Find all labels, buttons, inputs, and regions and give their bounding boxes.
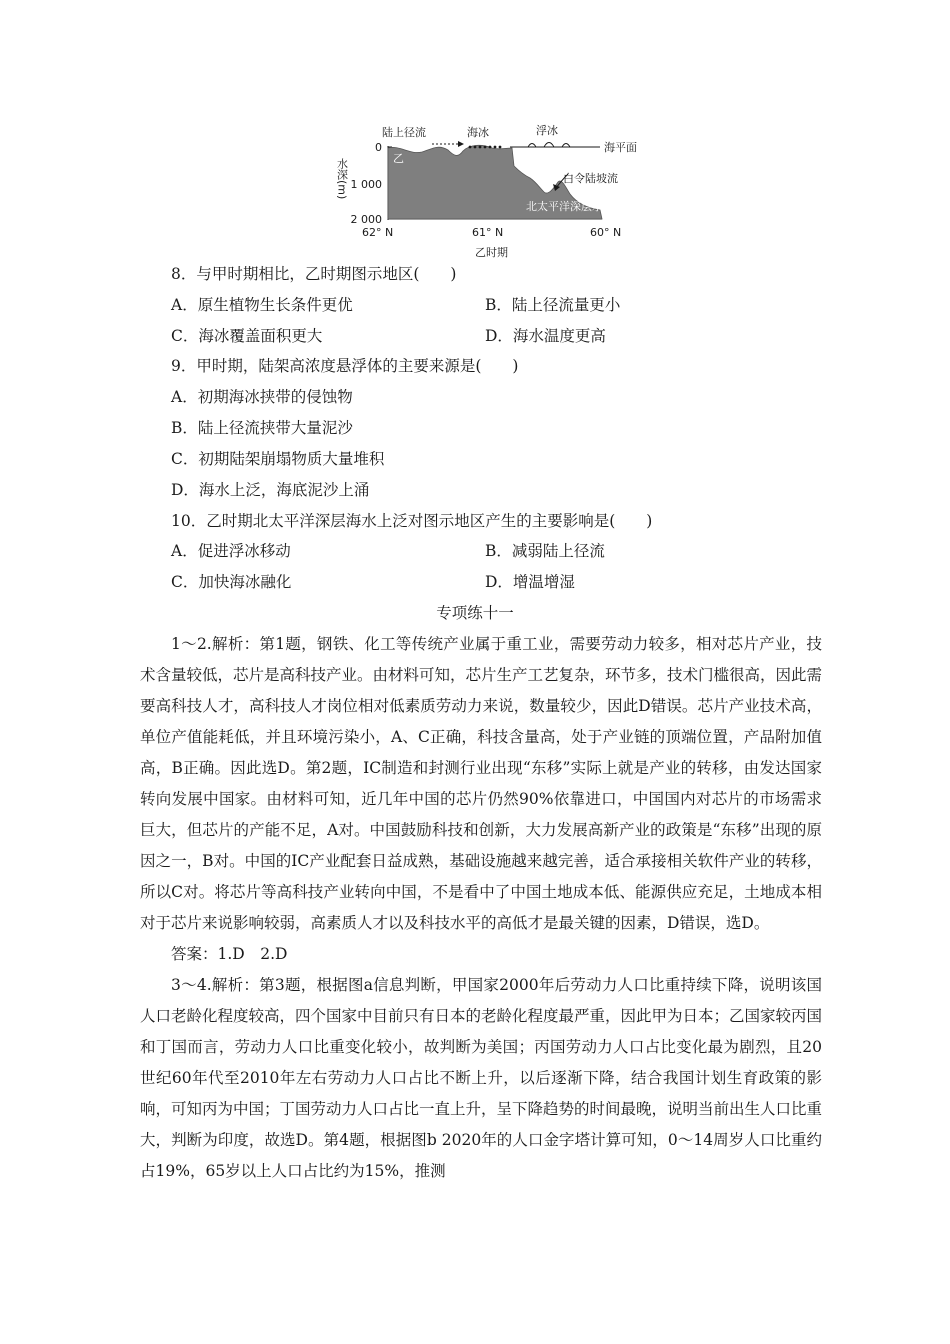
- question-9-option-c: C．初期陆架崩塌物质大量堆积: [171, 450, 385, 468]
- label-slope-current: 白令陆坡流: [563, 172, 618, 185]
- label-sea-level: 海平面: [604, 141, 637, 154]
- question-8-stem: 8．与甲时期相比，乙时期图示地区( ): [171, 265, 457, 283]
- analysis-3-4: 3～4.解析：第3题，根据图a信息判断，甲国家2000年后劳动力人口比重持续下降，说明该国人口老龄化程度较高，四个国家中目前只有日本的老龄化程度最严重，因此甲为日本；乙国家较丙国和丁国而言，劳动力人口比重变化较小，故判断为美国；丙国劳动力人口占比变化最为剧烈，且20世纪60年代至2010年左右劳动力人口占比不断上升，以后逐渐下降，结合我国计划生育政策的影响，可知丙为中国；丁国劳动力人口占比一直上升，呈下降趋势的时间最晚，说明当前出生人口比重大，判断为印度，故选D。第4题，根据图b 2020年的人口金字塔计算可知，0～14周岁人口比重约占19%，65岁以上人口占比约为15%，推测: [140, 976, 823, 1180]
- question-9-stem: 9．甲时期，陆架高浓度悬浮体的主要来源是( ): [171, 357, 519, 375]
- question-10-option-a: A．促进浮冰移动: [171, 542, 291, 560]
- question-8-option-d: D．海水温度更高: [485, 327, 606, 345]
- analysis-1-2: 1～2.解析：第1题，钢铁、化工等传统产业属于重工业，需要劳动力较多，相对芯片产业，技术含量较低，芯片是高科技产业。由材料可知，芯片生产工艺复杂，环节多，技术门槛很高，因此需要高科技人才，高科技人才岗位相对低素质劳动力来说，数量较少，因此D错误。芯片产业技术高，单位产值能耗低，并且环境污染小，A、C正确，科技含量高，处于产业链的顶端位置，产品附加值高，B正确。因此选D。第2题，IC制造和封测行业出现“东移”实际上就是产业的转移，由发达国家转向发展中国家。由材料可知，近几年中国的芯片仍然90%依靠进口，中国国内对芯片的市场需求巨大，但芯片的产能不足，A对。中国鼓励科技和创新，大力发展高新产业的政策是“东移”出现的原因之一，B对。中国的IC产业配套日益成熟，基础设施越来越完善，适合承接相关软件产业的转移，所以C对。将芯片等高科技产业转向中国，不是看中了中国土地成本低、能源供应充足，土地成本相对于芯片来说影响较弱，高素质人才以及科技水平的高低才是最关键的因素，D错误，选D。: [140, 635, 823, 932]
- figure-caption: 乙时期: [475, 246, 508, 259]
- label-y-axis: 水深(m): [335, 158, 349, 200]
- label-zone: 乙: [393, 152, 404, 165]
- question-9-option-a: A．初期海冰挟带的侵蚀物: [171, 388, 353, 406]
- section-title: 专项练十一: [436, 604, 514, 622]
- label-runoff: 陆上径流: [382, 126, 426, 139]
- question-10-option-c: C．加快海冰融化: [171, 573, 292, 591]
- question-10-option-b: B．减弱陆上径流: [485, 542, 605, 560]
- x-tick-1: 61° N: [472, 226, 504, 239]
- answer-1-2: 答案：1.D 2.D: [171, 945, 288, 963]
- question-9-option-b: B．陆上径流挟带大量泥沙: [171, 419, 353, 437]
- x-tick-2: 60° N: [590, 226, 622, 239]
- cross-section-figure: [330, 118, 650, 266]
- question-10-option-d: D．增温增湿: [485, 573, 575, 591]
- question-10-stem: 10．乙时期北太平洋深层海水上泛对图示地区产生的主要影响是( ): [171, 512, 653, 530]
- runoff-arrow-head: [458, 141, 464, 147]
- question-9-option-d: D．海水上泛，海底泥沙上涌: [171, 481, 370, 499]
- label-deep-water: 北太平洋深层水: [526, 200, 603, 213]
- x-tick-0: 62° N: [362, 226, 394, 239]
- question-8-option-c: C．海冰覆盖面积更大: [171, 327, 323, 345]
- y-tick-1: 1 000: [350, 178, 382, 191]
- y-tick-2: 2 000: [350, 213, 382, 226]
- label-floating-ice: 浮冰: [536, 124, 558, 137]
- floating-ice-icons: [528, 143, 570, 148]
- y-tick-0: 0: [375, 141, 382, 154]
- question-8-option-b: B．陆上径流量更小: [485, 296, 621, 314]
- label-sea-ice: 海冰: [467, 126, 489, 139]
- question-8-option-a: A．原生植物生长条件更优: [171, 296, 353, 314]
- cross-section-diagram: [330, 118, 650, 266]
